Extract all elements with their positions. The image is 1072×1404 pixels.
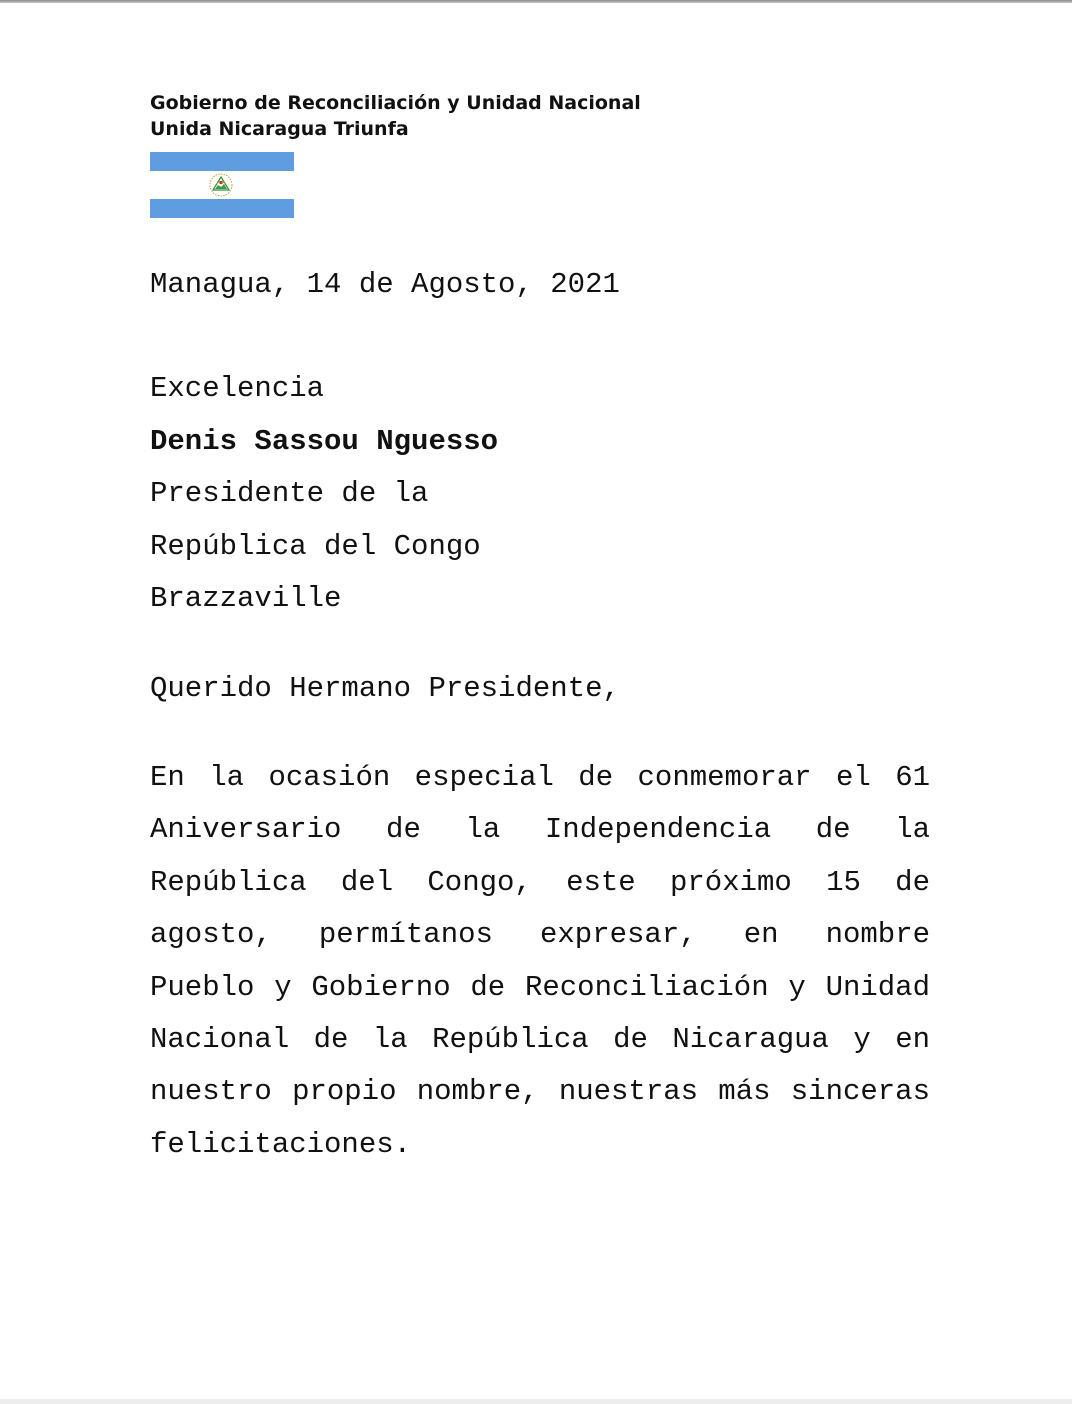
page-bottom-edge [0,1399,1072,1404]
recipient-city: Brazzaville [150,582,342,615]
greeting: Querido Hermano Presidente, [150,672,620,705]
page-top-edge [0,0,1072,3]
flag-top-band [150,152,294,171]
recipient-position-line1: Presidente de la [150,477,429,510]
recipient-position-line2: República del Congo [150,530,481,563]
nicaragua-flag-icon [150,152,294,218]
letterhead [150,90,641,142]
date-line: Managua, 14 de Agosto, 2021 [150,268,620,301]
letterhead-government-name: Gobierno de Reconciliación y Unidad Nacional [150,92,641,114]
flag-bottom-band [150,199,294,218]
letterhead-slogan: Unida Nicaragua Triunfa [150,118,409,140]
recipient-name: Denis Sassou Nguesso [150,425,499,458]
body-paragraph: En la ocasión especial de conmemorar el 61 Aniversario de la Independencia de la República del Congo, este próximo 15 de agosto, permítanos expresar, en nombre Pueblo y Gobierno de Reconciliación y Unidad Nacional de la República de Nicaragua y en nuestro propio nombre, nuestras más sinceras felicitaciones. [150,761,930,1161]
coat-of-arms-icon [208,172,234,198]
recipient-title: Excelencia [150,372,325,405]
